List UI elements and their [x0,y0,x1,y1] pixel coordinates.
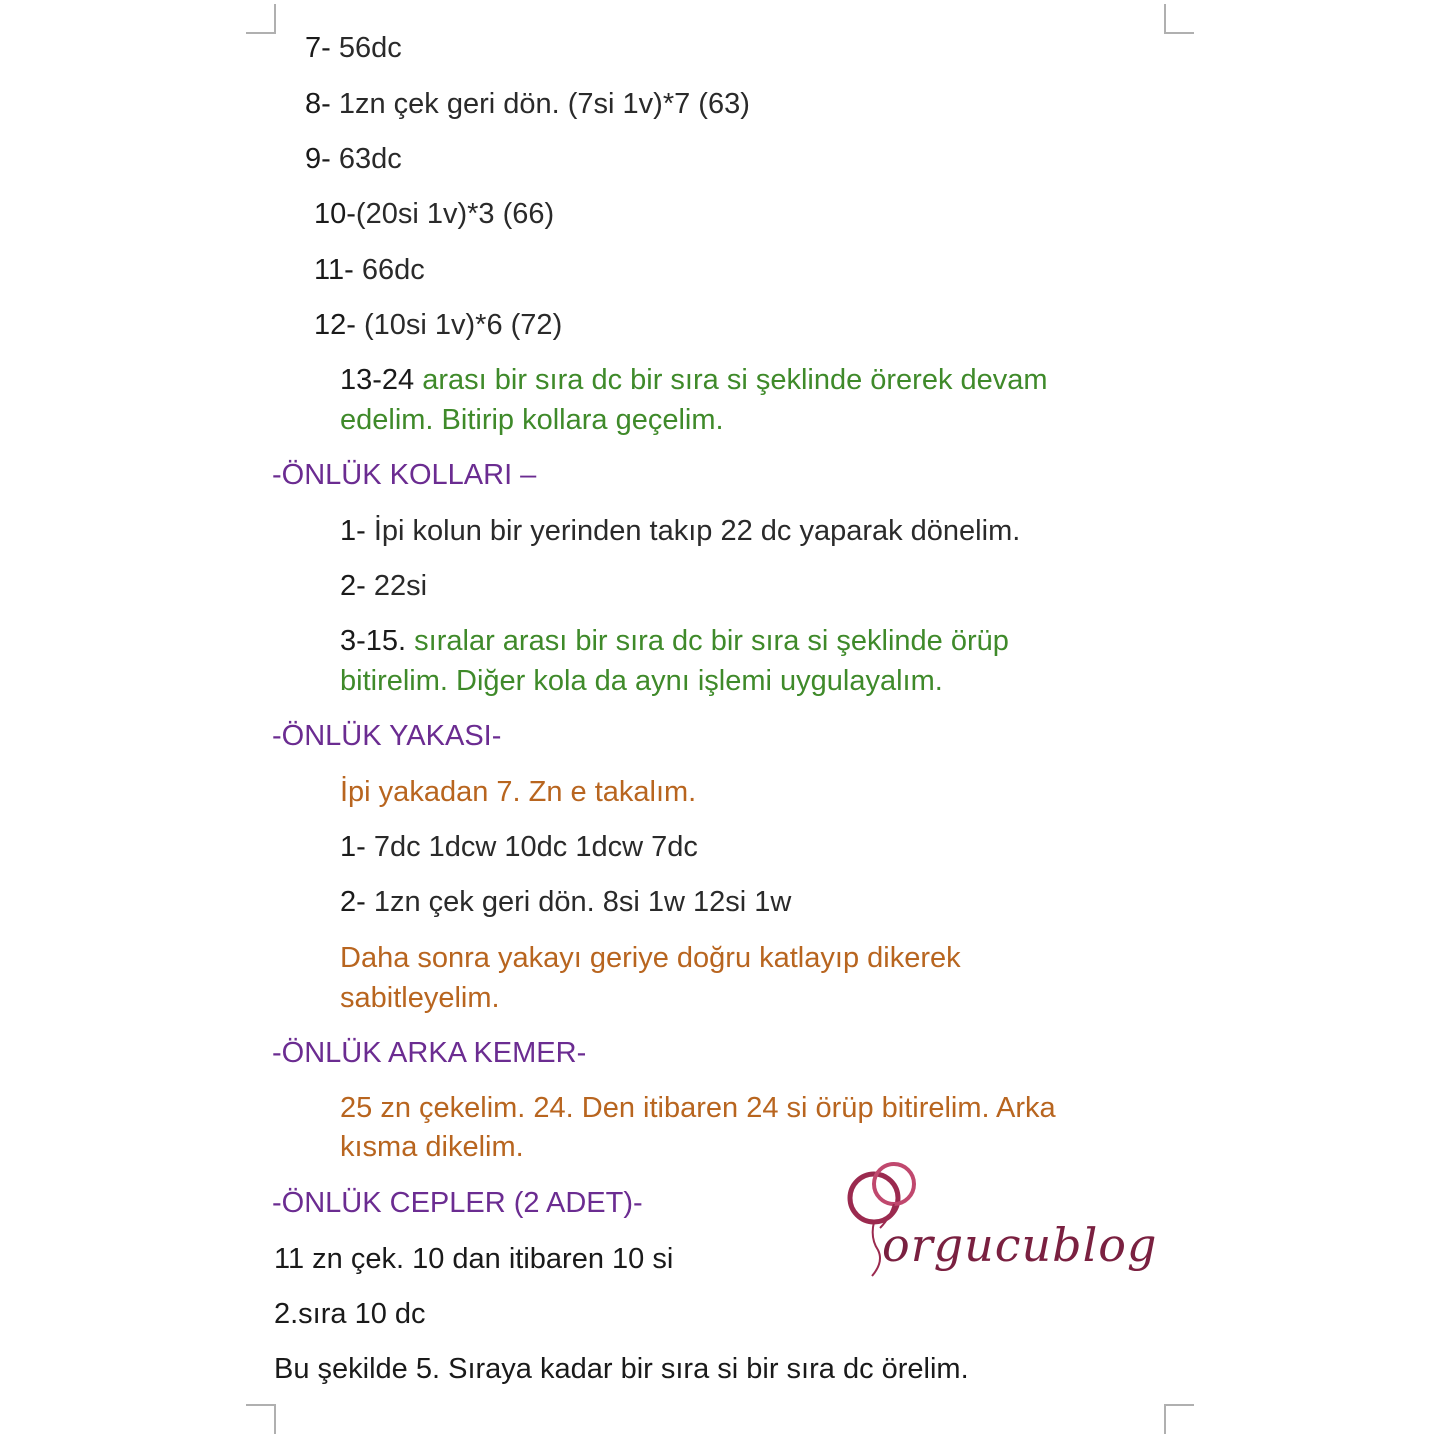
logo [842,1158,1158,1308]
row-7: 7- 56dc [305,32,402,64]
cepler-line-1: 11 zn çek. 10 dan itibaren 10 si [274,1243,674,1275]
crop-mark-bottom-right [1164,1404,1194,1434]
row-13-24: 13-24 arası bir sıra dc bir sıra si şeklinde örerek devam [340,364,1048,396]
cepler-line-2: 2.sıra 10 dc [274,1298,426,1330]
row-10: 10-(20si 1v)*3 (66) [314,198,555,230]
kollari-row-2: 2- 22si [340,570,428,602]
cepler-line-3: Bu şekilde 5. Sıraya kadar bir sıra si bir sıra dc örelim. [274,1353,969,1385]
kemer-text-continued: kısma dikelim. [340,1131,524,1163]
yakasi-intro: İpi yakadan 7. Zn e takalım. [340,776,697,808]
kollari-row-3-15-continued: bitirelim. Diğer kola da aynı işlemi uygulayalım. [340,665,943,697]
crop-mark-bottom-left [246,1404,276,1434]
yakasi-outro-continued: sabitleyelim. [340,982,500,1014]
row-12: 12- (10si 1v)*6 (72) [314,309,563,341]
kollari-row-1: 1- İpi kolun bir yerinden takıp 22 dc yaparak dönelim. [340,515,1021,547]
row-13-24-continued: edelim. Bitirip kollara geçelim. [340,404,724,436]
row-9: 9- 63dc [305,143,402,175]
section-heading-yakasi: -ÖNLÜK YAKASI- [272,720,502,752]
crop-mark-top-left [246,4,276,34]
section-heading-kemer: -ÖNLÜK ARKA KEMER- [272,1037,587,1069]
kollari-row-3-15: 3-15. sıralar arası bir sıra dc bir sıra si şeklinde örüp [340,625,1009,657]
section-heading-cepler: -ÖNLÜK CEPLER (2 ADET)- [272,1187,643,1219]
row-8: 8- 1zn çek geri dön. (7si 1v)*7 (63) [305,88,750,120]
yakasi-outro: Daha sonra yakayı geriye doğru katlayıp dikerek [340,942,961,974]
yakasi-row-2: 2- 1zn çek geri dön. 8si 1w 12si 1w [340,886,792,918]
logo-text: orgucublog [882,1218,1158,1272]
kemer-text: 25 zn çekelim. 24. Den itibaren 24 si örüp bitirelim. Arka [340,1092,1056,1124]
yakasi-row-1: 1- 7dc 1dcw 10dc 1dcw 7dc [340,831,698,863]
section-heading-kollari: -ÖNLÜK KOLLARI – [272,459,537,491]
crop-mark-top-right [1164,4,1194,34]
row-11: 11- 66dc [314,254,425,286]
